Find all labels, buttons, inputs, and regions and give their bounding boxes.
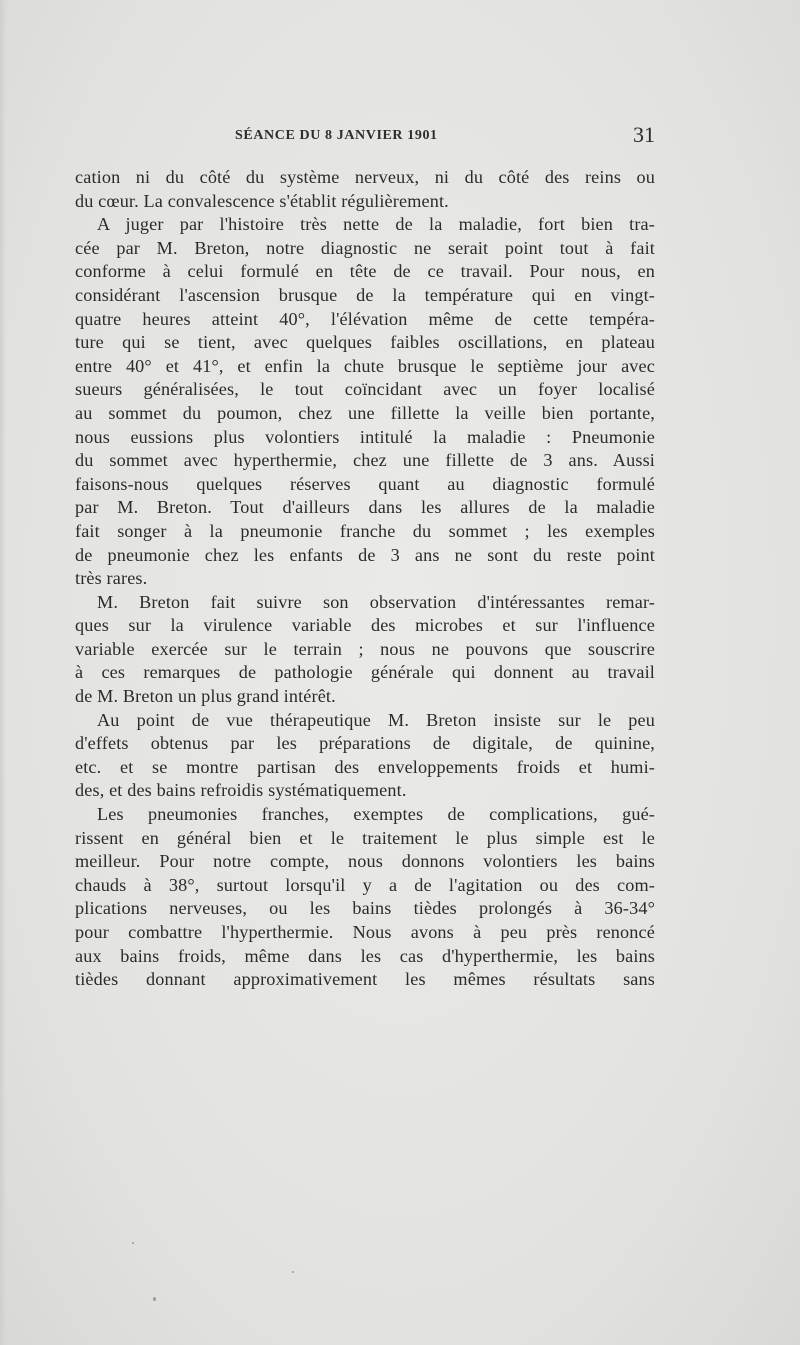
text-line: conforme à celui formulé en tête de ce travail. Pour nous, en [75,261,655,282]
text-line: faisons-nous quelques réserves quant au diagnostic formulé [75,473,655,494]
text-line: du cœur. La convalescence s'établit régulièrement. [75,190,449,211]
text-line: rissent en général bien et le traitement le plus simple est le [75,827,655,848]
text-line: à ces remarques de pathologie générale qui donnent au travail [75,662,655,683]
paper-speck [132,1242,134,1244]
paper-speck [292,1271,294,1273]
text-line: variable exercée sur le terrain ; nous ne pouvons que souscrire [75,638,655,659]
text-line: cée par M. Breton, notre diagnostic ne serait point tout à fait [75,237,655,258]
text-line: ques sur la virulence variable des microbes et sur l'influence [75,615,655,636]
text-line: aux bains froids, même dans les cas d'hyperthermie, les bains [75,945,655,966]
text-line: M. Breton fait suivre son observation d'intéressantes remar- [97,591,655,612]
text-line: d'effets obtenus par les préparations de digitale, de quinine, [75,733,655,754]
text-line: etc. et se montre partisan des enveloppements froids et humi- [75,756,655,777]
text-line: du sommet avec hyperthermie, chez une fillette de 3 ans. Aussi [75,450,655,471]
text-line: très rares. [75,568,148,589]
text-line: plications nerveuses, ou les bains tièdes prolongés à 36-34° [75,898,655,919]
text-line: par M. Breton. Tout d'ailleurs dans les allures de la maladie [75,497,655,518]
text-line: chauds à 38°, surtout lorsqu'il y a de l'agitation ou des com- [75,874,655,895]
page-header [75,122,655,152]
page-number: 31 [633,122,655,147]
text-line: A juger par l'histoire très nette de la maladie, fort bien tra- [97,214,655,235]
paper-speck [153,1297,156,1301]
body-text [75,166,655,992]
text-line: fait songer à la pneumonie franche du sommet ; les exemples [75,520,655,541]
text-line: meilleur. Pour notre compte, nous donnons volontiers les bains [75,851,655,872]
text-line: tièdes donnant approximativement les mêmes résultats sans [75,969,655,990]
text-line: Au point de vue thérapeutique M. Breton insiste sur le peu [97,709,655,730]
text-line: entre 40° et 41°, et enfin la chute brusque le septième jour avec [75,355,655,376]
text-line: Les pneumonies franches, exemptes de complications, gué- [97,804,655,825]
text-line: de pneumonie chez les enfants de 3 ans ne sont du reste point [75,544,655,565]
text-line: considérant l'ascension brusque de la température qui en vingt- [75,284,655,305]
text-line: de M. Breton un plus grand intérêt. [75,686,336,707]
text-line: quatre heures atteint 40°, l'élévation même de cette tempéra- [75,308,655,329]
text-line: des, et des bains refroidis systématiquement. [75,780,407,801]
text-line: ture qui se tient, avec quelques faibles oscillations, en plateau [75,332,655,353]
text-line: au sommet du poumon, chez une fillette la veille bien portante, [75,402,655,423]
text-line: cation ni du côté du système nerveux, ni du côté des reins ou [75,167,655,187]
text-line: sueurs généralisées, le tout coïncidant avec un foyer localisé [75,379,655,400]
page-edge-shadow [0,0,6,1345]
text-line: pour combattre l'hyperthermie. Nous avons à peu près renoncé [75,922,655,942]
running-head: SÉANCE DU 8 JANVIER 1901 [235,128,438,143]
text-line: nous eussions plus volontiers intitulé la maladie : Pneumonie [75,426,655,447]
